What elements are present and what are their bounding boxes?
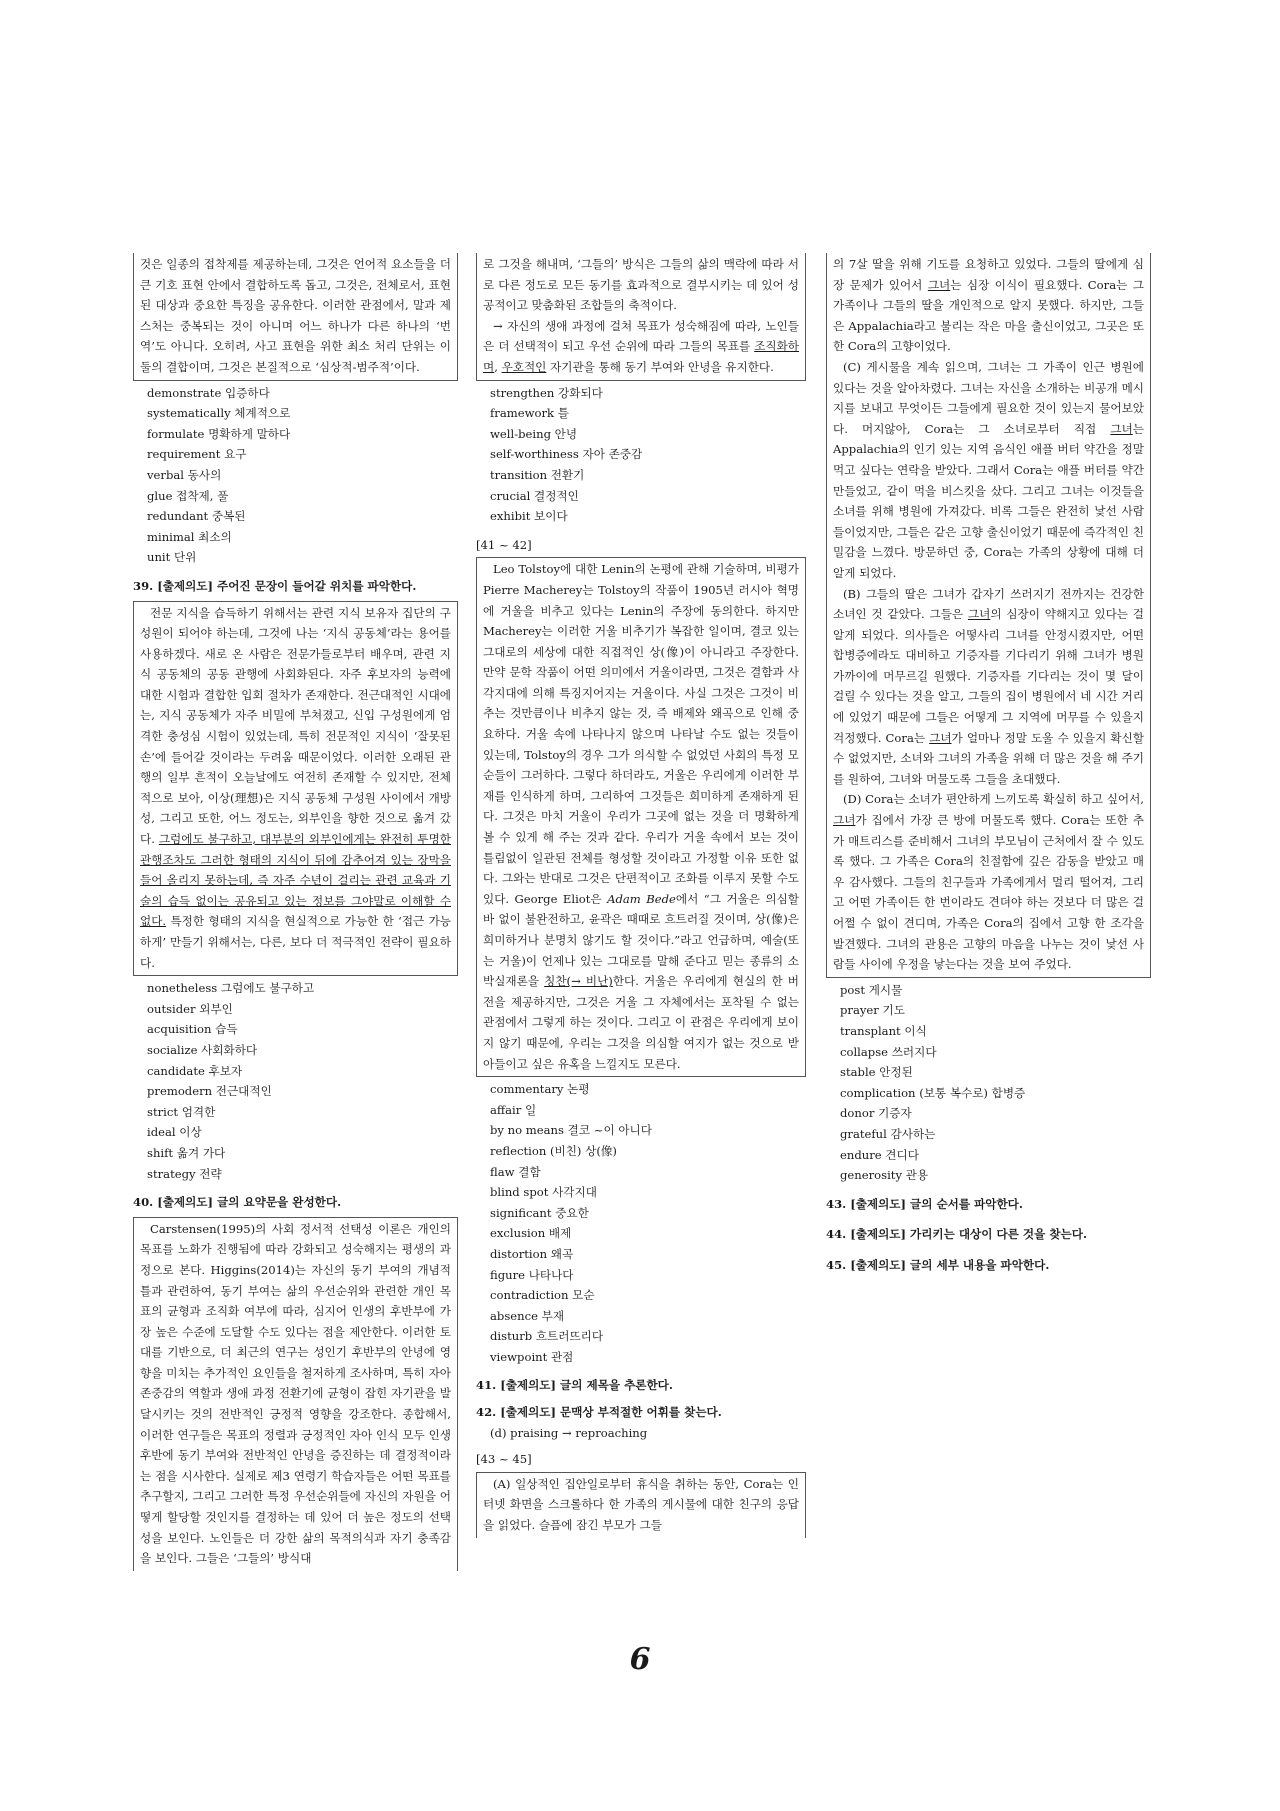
vocab-item: generosity 관용	[840, 1168, 929, 1183]
vocab-item: premodern 전근대적인	[147, 1084, 272, 1099]
vocab-item: verbal 동사의	[147, 467, 222, 482]
vocab-list-39	[133, 978, 458, 1184]
passage-box-43-45-continuation	[826, 253, 1151, 978]
page-number: 6	[629, 1642, 651, 1677]
underlined-sentence: 그럼에도 불구하고, 대부분의 외부인에게는 완전히 투명한 관행조차도 그러한 형태의 지식이 뒤에 감추어져 있는 장막을 들어 올리지 못하는데, 즉 자주 수년이 걸리는 관련 교육과 기술의 습득 없이는 공유되고 있는 정보를 그야말로 이해할 수 없다.	[140, 832, 452, 929]
vocab-item: disturb 흐트러뜨리다	[490, 1329, 604, 1344]
column-right	[826, 253, 1151, 1280]
question-heading-43: 43. [출제의도] 글의 순서를 파악한다.	[826, 1196, 1023, 1211]
paragraph-d	[833, 789, 1144, 974]
vocab-item: well-being 안녕	[490, 426, 578, 441]
passage-range-43-45: [43 ~ 45]	[476, 1452, 532, 1467]
column-middle	[476, 253, 806, 1540]
passage-text-part: Leo Tolstoy에 대한 Lenin의 논평에 관해 기술하며, 비평가 Pierre Macherey는 Tolstoy의 작품이 1905년 러시아 혁명에 거울을 비추고 있다는 Lenin의 주장에 동의한다. 하지만 Macherey는 이러한 거울 비추기가 복잡한 일이며, 결코 있는 그대로의 세상에 대한 직접적인 상(像)이 아니라고 주장한다. 만약 문학 작품이 어떤 의미에서 거울이라면, 그것은 결함과 사각지대에 의해 특징지어지는 거울이다. 사실 그것은 그것이 비추는 것만큼이나 비추지 않는 것, 즉 배제와 왜곡으로 인해 중요하다. 거울 속에 나타나지 않으며 나타날 수도 없는 것들이 있는데, Tolstoy의 경우 그가 의식할 수 없었던 사회의 특정 모순들이 그러하다. 그렇다 하더라도, 거울은 우리에게 이러한 부재를 인식하게 하며, 그리하여 그것들은 희미하게 존재하게 된다. 그것은 마치 거울이 우리가 그곳에 없는 것을 더 명확하게 볼 수 있게 해 주는 것과 같다. 우리가 거울 속에서 보는 것이 틀림없이 일관된 전체를 형성할 것이라고 가정할 이유 또한 없다. 그와는 반대로 그것은 단편적이고 조화를 이루지 못할 수도 있다. George Eliot은	[483, 562, 799, 906]
passage-text	[140, 603, 451, 974]
passage-text-part: 는 Appalachia의 인기 있는 지역 음식인 애플 버터 약간을 정말 먹고 싶다는 연락을 받았다. 그래서 Cora는 애플 버터를 약간 만들었고, 같이 먹을 비스킷을 샀다. 그리고 그녀는 이것들을 소녀를 위해 병원에 가져갔다. 비록 그들은 완전히 낯선 사람들이었지만, 그들은 같은 고향 출신이었기 때문에 즉각적인 친밀감을 느꼈다. 방문하던 중, Cora는 가족의 상황에 대해 더 알게 되었다.	[833, 421, 1144, 580]
vocab-item: absence 부재	[490, 1308, 565, 1323]
vocab-item: figure 나타나다	[490, 1267, 574, 1282]
book-title: Adam Bede	[607, 891, 676, 906]
summary-part: → 자신의 생애 과정에 걸쳐 목표가 성숙해짐에 따라, 노인들은 더 선택적이 되고 우선 순위에 따라 그들의 목표를	[483, 318, 799, 354]
vocab-list-41	[476, 1079, 806, 1367]
question-heading-44: 44. [출제의도] 가리키는 대상이 다른 것을 찾는다.	[826, 1227, 1087, 1242]
vocab-item: stable 안정된	[840, 1065, 913, 1080]
vocab-item: candidate 후보자	[147, 1063, 243, 1078]
vocab-item: significant 중요한	[490, 1205, 589, 1220]
vocab-item: crucial 결정적인	[490, 488, 579, 503]
passage-text-part: (B) 그들의 딸은 그녀가 갑자기 쓰러지기 전까지는 건강한 소녀인 것 같았다. 그들은	[833, 586, 1144, 622]
passage-text-part: 가 집에서 가장 큰 방에 머물도록 했다. Cora는 또한 추가 매트리스를 준비해서 그녀의 부모님이 근처에서 잘 수 있도록 했다. 그 가족은 Cora의 친절함에 깊은 감동을 받았고 매우 감사했다. 그들의 친구들과 가족에게서 멀리 떨어져, 그리고 어떤 가족이든 한 번이라도 견뎌야 하는 것보다 더 많은 걸 어쩔 수 없이 견디며, 가족은 Cora의 집에서 고향 한 조각을 발견했다. 그녀의 관용은 고향의 마음을 나누는 것이 낯선 사람들 사이에 우정을 낳는다는 것을 보여 주었다.	[833, 813, 1144, 972]
vocab-item: formulate 명확하게 말하다	[147, 426, 291, 441]
vocab-item: blind spot 사각지대	[490, 1185, 597, 1200]
passage-text-part: (C) 게시물을 계속 읽으며, 그녀는 그 가족이 인근 병원에 있다는 것을 알아차렸다. 그녀는 자신을 소개하는 비공개 메시지를 보내고 무엇이든 그들에게 필요한 것이 있는지 물어보았다. 머지않아, Cora는 그 소녀로부터 직접	[833, 359, 1144, 436]
vocab-item: minimal 최소의	[147, 529, 232, 544]
vocab-item: glue 접착제, 풀	[147, 488, 229, 503]
underlined-pronoun-c: 그녀	[967, 607, 991, 622]
vocab-list-40	[476, 383, 806, 527]
passage-text-part: 에서 “그 거울은 의심할 바 없이 불완전하고, 윤곽은 때때로 흐트러질 것이며, 상(像)은 희미하거나 분명치 않기도 할 것이다.”라고 언급하며, 예술(또는 거울)이 언제나 있는 그대로를 말해 준다고 믿는 종류의 소박실재론을	[483, 891, 799, 989]
vocab-item: transition 전환기	[490, 467, 585, 482]
vocab-item: flaw 결함	[490, 1164, 541, 1179]
vocab-list-43	[826, 980, 1151, 1186]
vocab-item: transplant 이식	[840, 1023, 927, 1038]
summary-part: ,	[494, 359, 502, 374]
vocab-item: viewpoint 관점	[490, 1349, 574, 1364]
summary-blank-b: 우호적인	[501, 359, 547, 374]
passage-text: 것은 일종의 접착제를 제공하는데, 그것은 언어적 요소들을 더 큰 기호 표현 안에서 결합하도록 돕고, 그것은, 전체로서, 표현된 대상과 중요한 특징을 공유한다. 이러한 관점에서, 말과 제스처는 중복되는 것이 아니며 어느 하나가 다른 하나의 ‘번역’도 아니다. 오히려, 사고 표현을 위한 최소 처리 단위는 이 둘의 결합이며, 그것은 본질적으로 ‘심상적-범주적’이다.	[140, 257, 451, 374]
vocab-item: distortion 왜곡	[490, 1246, 574, 1261]
passage-text-part: 는 심장 이식이 필요했다. Cora는 그 가족이나 그들의 딸을 개인적으로 알지 못했다. 하지만, 그들은 Appalachia라고 불리는 작은 마을 출신이었고, 그곳은 또한 Cora의 고향이었다.	[833, 277, 1144, 354]
passage-box-38-continuation	[133, 253, 458, 381]
vocab-item: framework 틀	[490, 406, 569, 421]
passage-text-part: 전문 지식을 습득하기 위해서는 관련 지식 보유자 집단의 구성원이 되어야 하는데, 그것에 나는 ‘지식 공동체’라는 용어를 사용하겠다. 새로 온 사람은 전문가들로부터 배우며, 관련 지식 공동체의 공동 관행에 사회화된다. 자주 후보자의 능력에 대한 시험과 결합한 입회 절차가 존재한다. 전근대적인 시대에는, 지식 공동체가 자주 비밀에 부쳐졌고, 신입 구성원에게 엄격한 충성심 시험이 있었는데, 특히 전문적인 지식이 ‘잘못된 손’에 들어갈 것이라는 두려움 때문이었다. 이러한 오래된 관행의 일부 흔적이 오늘날에도 여전히 존재할 수 있지만, 전체적으로 보아, 이상(理想)은 지식 공동체 구성원 사이에서 개방성, 그리고 또한, 어느 정도는, 외부인을 향한 것으로 옮겨 갔다.	[140, 605, 451, 847]
vocab-item: contradiction 모순	[490, 1288, 595, 1303]
underlined-pronoun-a: 그녀	[927, 277, 951, 292]
vocab-item: collapse 쓰러지다	[840, 1044, 937, 1059]
vocab-item: unit 단위	[147, 550, 197, 565]
vocab-item: prayer 기도	[840, 1003, 905, 1018]
passage-box-43-45	[476, 1472, 806, 1538]
summary-part: 자기관을 통해 동기 부여와 안녕을 유지한다.	[546, 359, 774, 374]
paragraph-b	[833, 584, 1144, 790]
passage-text	[483, 559, 799, 1074]
paragraph-c	[833, 357, 1144, 584]
vocab-item: self-worthiness 자아 존중감	[490, 447, 643, 462]
vocab-item: nonetheless 그럼에도 불구하고	[147, 981, 315, 996]
question-heading-40: 40. [출제의도] 글의 요약문을 완성한다.	[133, 1195, 342, 1210]
passage-text-part: (D) Cora는 소녀가 편안하게 느끼도록 확실히 하고 싶어서,	[843, 792, 1144, 807]
question-heading-42: 42. [출제의도] 문맥상 부적절한 어휘를 찾는다.	[476, 1405, 722, 1420]
vocab-item: shift 옮겨 가다	[147, 1145, 226, 1160]
vocab-item: donor 기증자	[840, 1106, 912, 1121]
answer-note-42: (d) praising → reproaching	[490, 1425, 648, 1440]
question-heading-45: 45. [출제의도] 글의 세부 내용을 파악한다.	[826, 1257, 1050, 1272]
vocab-item: complication (보통 복수로) 합병증	[840, 1085, 1026, 1100]
vocab-item: post 게시물	[840, 982, 903, 997]
passage-box-39	[133, 601, 458, 977]
vocab-item: endure 견디다	[840, 1147, 919, 1162]
passage-box-41-42	[476, 557, 806, 1077]
vocab-item: outsider 외부인	[147, 1001, 233, 1016]
underlined-pronoun-d: 그녀	[929, 730, 952, 745]
summary-blank-a: 조직화하며	[483, 339, 799, 374]
paragraph-a	[833, 254, 1144, 357]
column-left	[133, 253, 458, 1573]
vocab-item: affair 일	[490, 1102, 537, 1117]
vocab-item: acquisition 습득	[147, 1022, 238, 1037]
vocab-item: strategy 전략	[147, 1166, 222, 1181]
passage-range-41-42: [41 ~ 42]	[476, 537, 532, 552]
vocab-item: reflection (비친) 상(像)	[490, 1143, 617, 1158]
passage-box-40-continuation	[476, 253, 806, 381]
underlined-word: 칭찬(→ 비난)	[544, 974, 613, 989]
vocab-item: by no means 결코 ~이 아니다	[490, 1123, 652, 1138]
passage-text: Carstensen(1995)의 사회 정서적 선택성 이론은 개인의 목표를 노화가 진행됨에 따라 강화되고 성숙해지는 평생의 과정으로 본다. Higgins(2014)는 자신의 동기 부여의 개념적 틀과 관련하여, 동기 부여는 삶의 우선순위와 관련한 개인 목표의 균형과 조직화 여부에 따라, 심지어 인생의 후반부에 가장 높은 수준에 도달할 수도 있다는 점을 제안한다. 이러한 토대를 기반으로, 더 최근의 연구는 성인기 후반부의 안녕에 영향을 미치는 추가적인 요인들을 철저하게 조사하며, 특히 자아 존중감의 역할과 생애 과정 전환기에 균형이 잡힌 자기관을 발달시키는 것의 전반적인 긍정적 영향을 강조한다. 종합해서, 이러한 연구들은 목표의 정렬과 긍정적인 자아 인식 모두 인생 후반에 동기 부여와 전반적인 안녕을 증진하는 데 결정적이라는 점을 시사한다. 실제로 제3 연령기 학습자들은 어떤 목표를 추구할지, 그리고 그러한 특정 우선순위들에 자신의 자원을 어떻게 할당할 것인지를 결정하는 데 있어 더 높은 정도의 선택성을 보인다. 노인들은 더 강한 삶의 목적의식과 자기 충족감을 보인다. 그들은 ‘그들의’ 방식대	[140, 1221, 451, 1566]
vocab-item: exhibit 보이다	[490, 509, 568, 524]
passage-text-part: 특정한 형태의 지식을 현실적으로 가능한 한 ‘접근 가능하게’ 만들기 위해서는, 다른, 보다 더 적극적인 전략이 필요하다.	[140, 914, 452, 970]
vocab-item: strict 엄격한	[147, 1104, 216, 1119]
question-heading-39: 39. [출제의도] 주어진 문장이 들어갈 위치를 파악한다.	[133, 578, 417, 593]
question-heading-41: 41. [출제의도] 글의 제목을 추론한다.	[476, 1378, 673, 1393]
vocab-item: demonstrate 입증하다	[147, 385, 270, 400]
passage-text: (A) 일상적인 집안일로부터 휴식을 취하는 동안, Cora는 인터넷 화면을 스크롤하다 한 가족의 게시물에 대한 친구의 응답을 읽었다. 슬픔에 잠긴 부모가 그들	[483, 1476, 799, 1533]
passage-text-part: 한다. 거울은 우리에게 현실의 한 버전을 제공하지만, 그것은 거울 그 자체에서는 포착될 수 없는 관점에서 그렇게 하는 것이다. 그리고 이 관점은 우리에게 보이지 않기 때문에, 우리는 그것을 의심할 여지가 없는 것으로 받아들이고 싶은 유혹을 느낄지도 모른다.	[483, 974, 799, 1071]
vocab-item: redundant 중복된	[147, 509, 246, 524]
passage-text-part: 의 심장이 약해지고 있다는 걸 알게 되었다. 의사들은 어떻사리 그녀를 안정시켰지만, 어떤 합병증에라도 대비하고 기증자를 기다리기 위해 그녀가 병원 가까이에 머무르길 원했다. 기증자를 기다리는 것이 몇 달이 걸릴 수 있다는 것을 알고, 그들의 집이 병원에서 네 시간 거리에 있었기 때문에 그들은 어떻게 그 지역에 머무를 수 있을지 걱정했다. Cora는	[833, 607, 1144, 745]
vocab-item: grateful 감사하는	[840, 1126, 936, 1141]
underlined-pronoun-b: 그녀	[1110, 421, 1133, 436]
vocab-item: strengthen 강화되다	[490, 385, 603, 400]
passage-text-part: 가 얼마나 정말 도울 수 있을지 확신할 수 없었지만, 소녀와 그녀의 가족을 위해 더 많은 것을 해 주기를 원하여, 그녀와 머물도록 그들을 초대했다.	[833, 730, 1144, 786]
vocab-item: ideal 이상	[147, 1125, 202, 1140]
vocab-item: requirement 요구	[147, 447, 247, 462]
vocab-item: exclusion 배제	[490, 1226, 572, 1241]
vocab-item: commentary 논평	[490, 1082, 590, 1097]
underlined-pronoun-e: 그녀	[833, 813, 856, 828]
passage-text: 로 그것을 해내며, ‘그들의’ 방식은 그들의 삶의 맥락에 따라 서로 다른 정도로 모든 동기를 효과적으로 결부시키는 데 있어 성공적이고 맞춤화된 조합들의 축적이다.	[483, 257, 799, 313]
passage-box-40	[133, 1217, 458, 1571]
passage-text-part: 의 7살 딸을 위해 기도를 요청하고 있었다. 그들의 딸에게 심장 문제가 있어서	[833, 257, 1144, 292]
summary-text	[483, 316, 799, 378]
vocab-list-38	[133, 383, 458, 568]
vocab-item: socialize 사회화하다	[147, 1042, 258, 1057]
vocab-item: systematically 체계적으로	[147, 406, 291, 421]
